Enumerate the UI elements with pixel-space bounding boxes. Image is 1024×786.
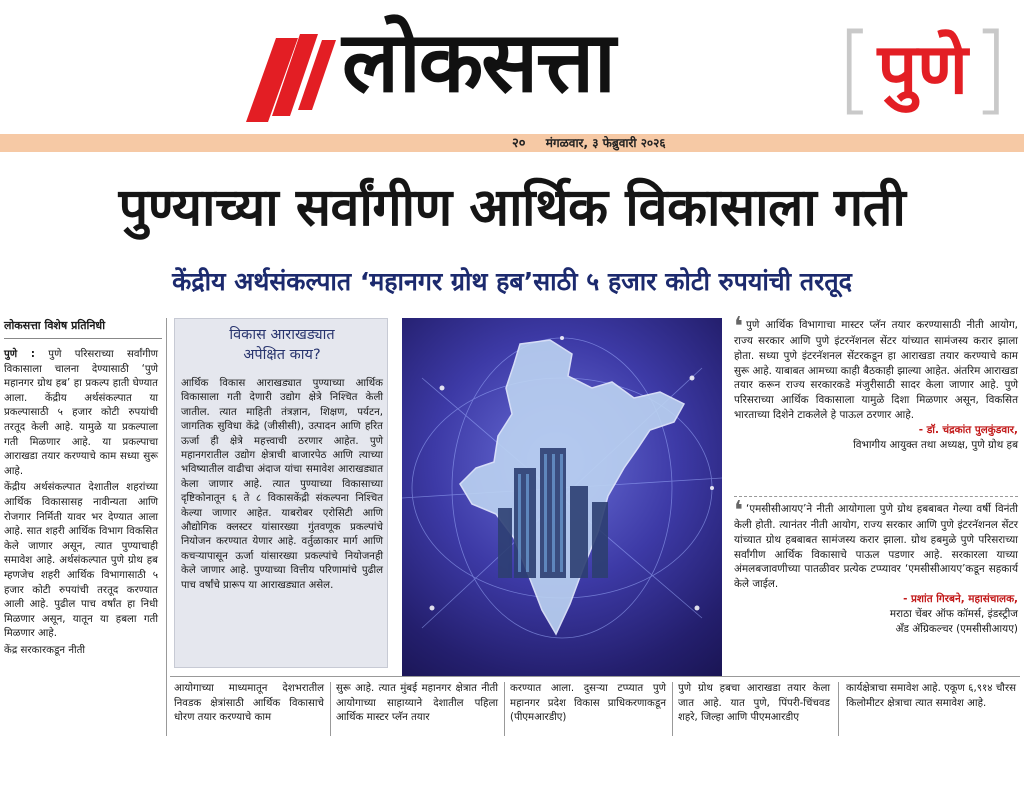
masthead bbox=[0, 0, 1024, 134]
quote-2-author: - प्रशांत गिरबने, महासंचालक, bbox=[903, 592, 1018, 605]
india-map-skyline-graphic bbox=[402, 318, 722, 676]
subheadline: केंद्रीय अर्थसंकल्पात ‘महानगर ग्रोथ हब’साठी ५ हजार कोटी रुपयांची तरतूद bbox=[172, 267, 852, 296]
bottom-section-divider bbox=[170, 676, 1020, 677]
quote-icon: ❛ bbox=[734, 312, 744, 342]
quote-divider bbox=[734, 496, 1018, 497]
page-number: २० bbox=[512, 136, 526, 151]
sidebar-box-body: आर्थिक विकास आराखड्यात पुण्याच्या आर्थिक विकासाला गती देणारी उद्योग क्षेत्रे निश्चित केली जातील. त्यात माहिती तंत्रज्ञान, शिक्षण, पर्यटन, जागतिक सुविधा केंद्रे (जीसीसी), उत्पादन आणि हरित ऊर्जा ही क्षेत्रे महत्त्वाची ठरणार आहेत. पुणे महानगरातील उद्योग क्षेत्राची बाजारपेठ आणि त्याच्या भविष्यातील वाढीचा अंदाज यांचा समावेश आराखड्यात केला जाणार आहे. त्यात पुण्याच्या विकासाच्या दृष्टिकोनातून ६ ते ८ विकासकेंद्री संकल्पना निश्चित केल्या जाणार आहेत. याबरोबर एरोसिटी आणि औद्योगिक क्लस्टर यांसारख्या गुंतवणूक प्रकल्पांचे नियोजन करण्यात येणार आहे. वर्तुळाकार मार्ग आणि कचऱ्यापासून ऊर्जा यांसारख्या प्रकल्पांचे नियोजनही केले जाणार आहे. पुण्याच्या वित्तीय परिणामांचे पुढील पाच वर्षांचे प्रारूप या आराखड्यात असेल. bbox=[181, 378, 383, 591]
paper-name: लोकसत्ता bbox=[342, 12, 614, 111]
column-divider bbox=[504, 682, 505, 736]
column-divider bbox=[330, 682, 331, 736]
bracket-open: [ bbox=[836, 13, 874, 125]
bottom-column-4: पुणे ग्रोथ हबचा आराखडा तयार केला जात आहे. यात पुणे, पिंपरी-चिंचवड शहरे, जिल्हा आणि पीएमआरडीए bbox=[678, 683, 830, 724]
sidebar-box-title bbox=[175, 325, 389, 365]
headline: पुण्याच्या सर्वांगीण आर्थिक विकासाला गती bbox=[118, 178, 906, 238]
sidebar-title-line2: अपेक्षित काय? bbox=[243, 347, 321, 363]
dateline bbox=[512, 134, 666, 153]
article-lead-column bbox=[4, 348, 158, 660]
lead-paragraph bbox=[4, 348, 158, 479]
column-divider bbox=[672, 682, 673, 736]
quote-2 bbox=[734, 496, 1018, 636]
bottom-column-1: आयोगाच्या माध्यमातून देशभरातील निवडक क्षेत्रांसाठी आर्थिक विकासाचे धोरण तयार करण्याचे काम bbox=[174, 683, 324, 724]
bracket-close: ] bbox=[971, 13, 1010, 125]
edition-label bbox=[836, 10, 1009, 128]
bottom-column-3: करण्यात आला. दुसऱ्या टप्प्यात पुणे महानगर प्रदेश विकास प्राधिकरणाकडून (पीएमआरडीए) bbox=[510, 683, 666, 724]
sidebar-title-line1: विकास आराखड्यात bbox=[229, 327, 335, 343]
quote-1-role: विभागीय आयुक्त तथा अध्यक्ष, पुणे ग्रोथ हब bbox=[853, 438, 1018, 451]
bottom-column-2: सुरू आहे. त्यात मुंबई महानगर क्षेत्रात नीती आयोगाच्या साहाय्याने देशातील पहिला आर्थिक मास्टर प्लॅन तयार bbox=[336, 683, 498, 724]
bottom-column-5: कार्यक्षेत्राचा समावेश आहे. एकूण ६,९१४ चौरस किलोमीटर क्षेत्राचा त्यात समावेश आहे. bbox=[846, 683, 1016, 709]
sidebar-box bbox=[174, 318, 388, 668]
quote-1 bbox=[734, 312, 1018, 452]
column-divider bbox=[838, 682, 839, 736]
quote-2-role-line1: मराठा चेंबर ऑफ कॉमर्स, इंडस्ट्रीज bbox=[889, 607, 1018, 620]
column-divider bbox=[166, 318, 167, 736]
issue-date: मंगळवार, ३ फेब्रुवारी २०२६ bbox=[545, 136, 666, 150]
quote-2-role-line2: अँड अ‍ॅग्रिकल्चर (एमसीसीआयए) bbox=[895, 622, 1018, 635]
lead-text: पुणे परिसराच्या सर्वांगीण विकासाला चालना देण्यासाठी ‘पुणे महानगर ग्रोथ हब’ हा प्रकल्प हाती घेण्यात आला. केंद्रीय अर्थसंकल्पात या प्रकल्पासाठी ५ हजार कोटी रुपयांची तरतूद केली आहे. यामुळे या प्रकल्पाला गती मिळणार आहे. या प्रकल्पाचा आराखडा तयार करण्याचे काम सध्या सुरू आहे. bbox=[4, 349, 158, 477]
byline-divider bbox=[4, 338, 162, 339]
paragraph-3: केंद्र सरकारकडून नीती bbox=[4, 644, 86, 656]
quote-icon: ❛ bbox=[734, 496, 744, 526]
quote-1-text: पुणे आर्थिक विभागाचा मास्टर प्लॅन तयार करण्यासाठी नीती आयोग, राज्य सरकार आणि पुणे इंटरनॅशनल सेंटर यांच्यात सामंजस्य करार झाला होता. सध्या पुणे इंटरनॅशनल सेंटरकडून हा आराखडा तयार करण्याचे काम सुरू आहे. याबाबत आमच्या काही बैठकाही झाल्या आहेत. अंतरिम आराखडा तयार करून राज्य सरकारकडे मंजुरीसाठी सादर केला जाणार आहे. पुणे परिसराच्या आर्थिक विकासाला यामुळे दिशा मिळणार असून, विकसित भारताच्या दिशेने टाकलेले हे पाऊल ठरणार आहे. bbox=[734, 319, 1018, 421]
byline: लोकसत्ता विशेष प्रतिनिधी bbox=[4, 319, 106, 332]
graphic-illustration bbox=[402, 318, 722, 676]
quote-2-text: ‘एमसीसीआयए’ने नीती आयोगाला पुणे ग्रोथ हबबाबत गेल्या वर्षी विनंती केली होती. त्यानंतर नीती आयोग, राज्य सरकार आणि पुणे इंटरनॅशनल सेंटर यांच्यात ग्रोथ हबबाबत सामंजस्य करार झाला. ग्रोथ हबमुळे पुणे परिसराच्या सर्वांगीण आर्थिक विकासाचे पाऊल पडणार आहे. सरकारला याच्या अंमलबजावणीच्या पातळीवर प्रत्येक टप्प्यावर ‘एमसीसीआयए’कडून सहकार्य केले जाईल. bbox=[734, 503, 1018, 591]
loksatta-logo-icon bbox=[238, 30, 338, 130]
edition-name: पुणे bbox=[877, 27, 968, 110]
lead-dateline: पुणे : bbox=[4, 349, 35, 360]
date-strip bbox=[0, 134, 1024, 152]
paragraph-2: केंद्रीय अर्थसंकल्पात देशातील शहरांच्या आर्थिक विकासासह नावीन्यता आणि रोजगार निर्मिती यावर भर देण्यात आला आहे. सात शहरी आर्थिक विभाग विकसित केले जाणार असून, त्यात पुण्याचाही समावेश आहे. अर्थसंकल्पात पुणे ग्रोथ हब म्हणजेच शहरी आर्थिक विभागासाठी ५ हजार कोटी रुपयांची तरतूद करण्यात आली आहे. पुढील पाच वर्षांत हा निधी मिळणार असून, यातून या हबला गती मिळणार आहे. bbox=[4, 482, 158, 640]
quote-1-author: - डॉ. चंद्रकांत पुलकुंडवार, bbox=[918, 423, 1018, 436]
